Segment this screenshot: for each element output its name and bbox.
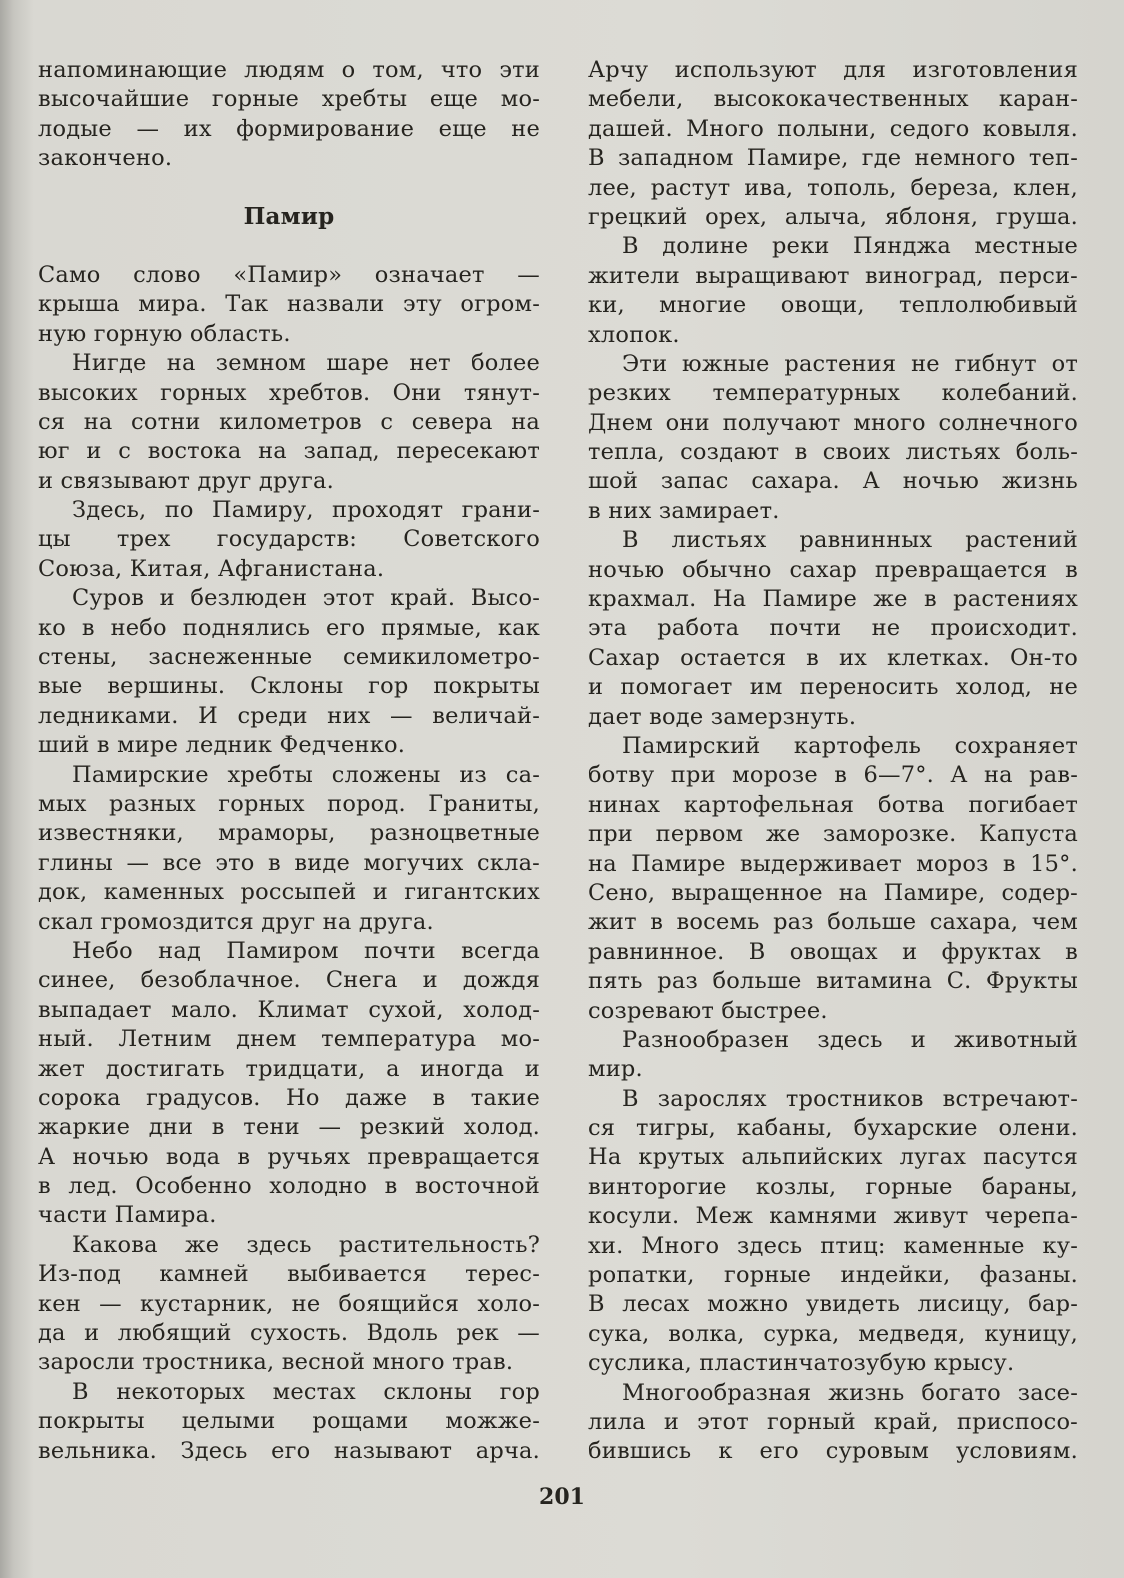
text-line: крыша мира. Так назвали эту огром-: [38, 291, 540, 318]
paragraph: [588, 232, 1078, 350]
text-line: мир.: [588, 1056, 643, 1083]
text-line: Эти южные растения не гибнут от: [622, 350, 1078, 377]
text-line: ший в мире ледник Федченко.: [38, 732, 406, 759]
paragraph: [38, 1231, 540, 1378]
text-line: пять раз больше витамина С. Фрукты: [588, 968, 1078, 995]
text-line: ся тигры, кабаны, бухарские олени.: [588, 1115, 1078, 1142]
text-line: в них замирает.: [588, 497, 780, 524]
text-line: Сахар остается в их клетках. Он-то: [588, 644, 1078, 671]
text-line: В лесах можно увидеть лисицу, бар-: [588, 1291, 1078, 1318]
text-line: Сено, выращенное на Памире, содер-: [588, 879, 1078, 906]
text-line: ся на сотни километров с севера на: [38, 408, 540, 435]
text-line: глины — все это в виде могучих скла-: [38, 849, 540, 876]
text-line: ки, многие овощи, теплолюбивый: [588, 292, 1078, 319]
text-line: В листьях равнинных растений: [622, 527, 1078, 554]
text-line: В западном Памире, где немного теп-: [588, 145, 1078, 172]
text-line: Днем они получают много солнечного: [588, 409, 1078, 436]
text-line: сука, волка, сурка, медведя, куницу,: [588, 1320, 1078, 1347]
page-number: 201: [539, 1484, 585, 1510]
paragraph: [588, 350, 1078, 526]
text-line: Суров и безлюден этот край. Высо-: [72, 585, 540, 612]
text-line: Нигде на земном шаре нет более: [72, 350, 540, 377]
text-line: жит в восемь раз больше сахара, чем: [588, 909, 1078, 936]
text-line: высоких горных хребтов. Они тянут-: [38, 379, 540, 406]
text-line: мебели, высококачественных каран-: [588, 86, 1078, 113]
text-line: кен — кустарник, не боящийся холо-: [38, 1290, 540, 1317]
text-line: тепла, создают в своих листьях боль-: [588, 439, 1078, 466]
paragraph: [38, 937, 540, 1231]
text-line: юг и с востока на запад, пересекают: [38, 438, 540, 465]
text-line: Небо над Памиром почти всегда: [72, 937, 540, 964]
right-column: [588, 56, 1078, 1467]
text-line: синее, безоблачное. Снега и дождя: [38, 967, 540, 994]
paragraph: [38, 1378, 540, 1466]
text-line: высочайшие горные хребты еще мо-: [38, 86, 540, 113]
text-line: На крутых альпийских лугах пасутся: [588, 1144, 1078, 1171]
text-line: стены, заснеженные семикилометро-: [38, 644, 540, 671]
text-line: вельника. Здесь его называют арча.: [38, 1437, 540, 1464]
paragraph: [588, 526, 1078, 732]
text-line: хи. Много здесь птиц: каменные ку-: [588, 1232, 1078, 1259]
text-line: на Памире выдерживает мороз в 15°.: [588, 850, 1078, 877]
text-line: при первом же заморозке. Капуста: [588, 821, 1078, 848]
text-line: Из-под камней выбивается терес-: [38, 1261, 540, 1288]
text-line: цы трех государств: Советского: [38, 526, 540, 553]
text-line: косули. Меж камнями живут черепа-: [588, 1203, 1078, 1230]
paragraph: [588, 1026, 1078, 1085]
text-line: сорока градусов. Но даже в такие: [38, 1084, 540, 1111]
paragraph: [588, 1085, 1078, 1379]
text-line: да и любящий сухость. Вдоль рек —: [38, 1320, 540, 1347]
paragraph: [588, 732, 1078, 1026]
text-line: нинах картофельная ботва погибает: [588, 791, 1078, 818]
text-line: Разнообразен здесь и животный: [622, 1026, 1078, 1053]
text-line: напоминающие людям о том, что эти: [38, 57, 540, 83]
text-line: и связывают друг друга.: [38, 467, 334, 494]
text-line: равнинное. В овощах и фруктах в: [588, 938, 1078, 965]
text-line: резких температурных колебаний.: [588, 380, 1078, 407]
left-column: [38, 56, 540, 1466]
text-line: части Памира.: [38, 1202, 217, 1229]
text-line: грецкий орех, алыча, яблоня, груша.: [588, 203, 1078, 230]
text-line: дашей. Много полыни, седого ковыля.: [588, 115, 1078, 142]
text-line: лодые — их формирование еще не: [38, 115, 540, 142]
text-line: созревают быстрее.: [588, 997, 828, 1024]
text-line: лее, растут ива, тополь, береза, клен,: [588, 174, 1078, 201]
text-line: покрыты целыми рощами можже-: [38, 1408, 540, 1435]
paragraph: [38, 261, 540, 349]
text-line: лила и этот горный край, приспосо-: [588, 1408, 1078, 1435]
paragraph: [588, 1379, 1078, 1467]
text-line: ботву при морозе в 6—7°. А на рав-: [588, 762, 1078, 789]
text-line: Союза, Китая, Афганистана.: [38, 555, 385, 582]
text-line: ропатки, горные индейки, фазаны.: [588, 1262, 1078, 1289]
text-line: крахмал. На Памире же в растениях: [588, 586, 1078, 613]
text-line: жители выращивают виноград, перси-: [588, 262, 1078, 289]
text-line: Памирские хребты сложены из са-: [72, 761, 540, 788]
text-line: ночью обычно сахар превращается в: [588, 556, 1078, 583]
text-line: ную горную область.: [38, 320, 291, 347]
text-line: и помогает им переносить холод, не: [588, 674, 1078, 701]
text-line: В долине реки Пянджа местные: [622, 233, 1078, 260]
text-line: закончено.: [38, 145, 173, 172]
text-line: ко в небо поднялись его прямые, как: [38, 614, 540, 641]
text-line: док, каменных россыпей и гигантских: [38, 879, 540, 906]
paragraph: [38, 761, 540, 937]
text-line: бившись к его суровым условиям.: [588, 1438, 1078, 1465]
text-line: хлопок.: [588, 321, 680, 348]
text-line: Какова же здесь растительность?: [72, 1231, 540, 1258]
text-line: Арчу используют для изготовления: [588, 57, 1078, 83]
paragraph: [588, 56, 1078, 232]
text-line: Памирский картофель сохраняет: [622, 732, 1078, 759]
text-line: В некоторых местах склоны гор: [72, 1378, 540, 1405]
section-heading: Памир: [243, 202, 335, 230]
text-line: мых разных горных пород. Граниты,: [38, 790, 540, 817]
intro-paragraph: [38, 56, 540, 174]
paragraph: [38, 496, 540, 584]
text-line: жаркие дни в тени — резкий холод.: [38, 1114, 540, 1141]
text-line: Многообразная жизнь богато засе-: [622, 1379, 1078, 1406]
text-line: ный. Летним днем температура мо-: [38, 1026, 540, 1053]
text-line: Здесь, по Памиру, проходят грани-: [72, 497, 540, 524]
text-line: В зарослях тростников встречают-: [622, 1085, 1078, 1112]
text-line: Само слово «Памир» означает —: [38, 261, 540, 288]
text-line: в лед. Особенно холодно в восточной: [38, 1173, 540, 1200]
text-line: выпадает мало. Климат сухой, холод-: [38, 996, 540, 1023]
text-line: ледниками. И среди них — величай-: [38, 702, 540, 729]
text-line: скал громоздится друг на друга.: [38, 908, 434, 935]
text-line: жет достигать тридцати, а иногда и: [38, 1055, 540, 1082]
paragraph: [38, 584, 540, 760]
text-line: дает воде замерзнуть.: [588, 703, 857, 730]
text-line: суслика, пластинчатозубую крысу.: [588, 1350, 1015, 1377]
text-line: А ночью вода в ручьях превращается: [38, 1143, 540, 1170]
text-line: эта работа почти не происходит.: [588, 615, 1078, 642]
text-line: винторогие козлы, горные бараны,: [588, 1173, 1078, 1200]
text-line: вые вершины. Склоны гор покрыты: [38, 673, 540, 700]
text-line: заросли тростника, весной много трав.: [38, 1349, 514, 1376]
paragraph: [38, 349, 540, 496]
text-line: известняки, мраморы, разноцветные: [38, 820, 540, 847]
text-line: шой запас сахара. А ночью жизнь: [588, 468, 1078, 495]
